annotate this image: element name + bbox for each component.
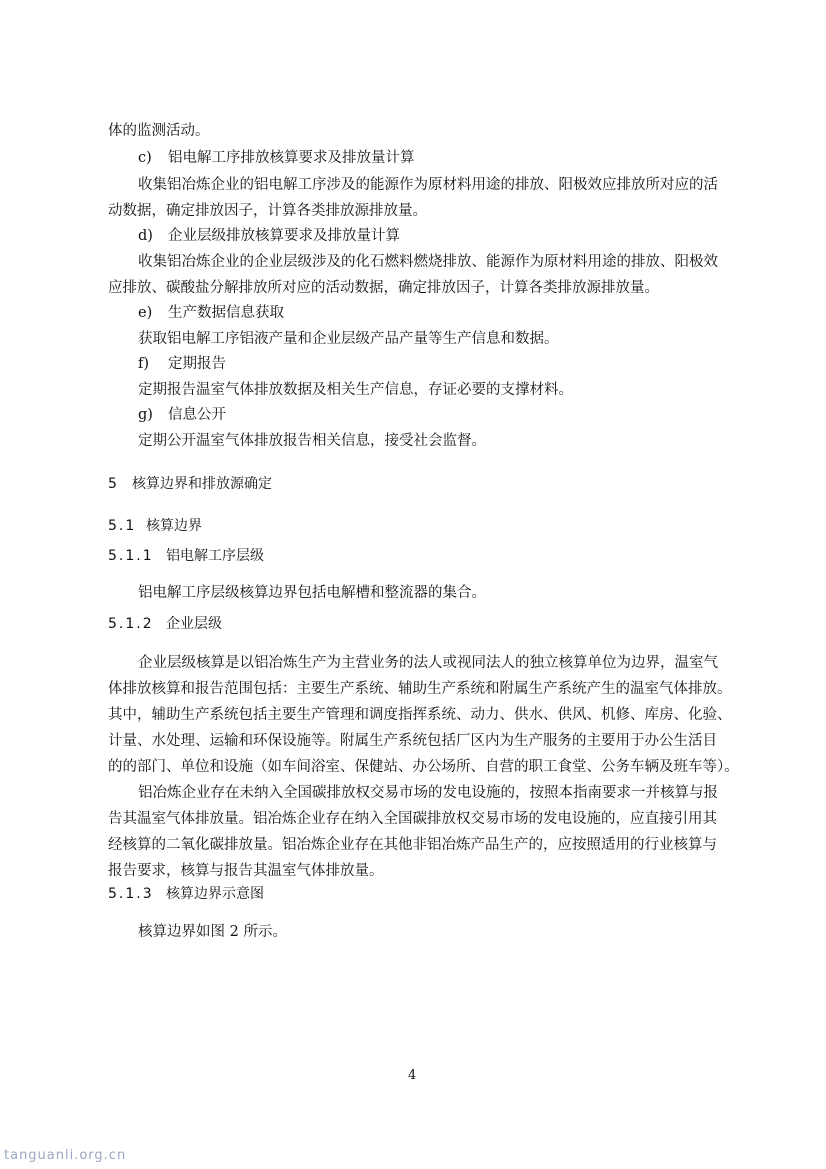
section-number: 5.1 xyxy=(108,518,137,534)
list-item-e xyxy=(138,303,284,323)
paragraph-line: 体排放核算和报告范围包括：主要生产系统、辅助生产系统和附属生产系统产生的温室气体排放。 xyxy=(108,681,732,697)
list-item-c xyxy=(138,148,415,168)
section-number: 5.1.3 xyxy=(108,886,154,902)
list-marker: c) xyxy=(138,150,152,166)
list-marker: e) xyxy=(138,305,153,321)
page-number: 4 xyxy=(408,1068,417,1083)
section-number: 5.1.1 xyxy=(108,548,154,564)
section-heading-5-1 xyxy=(108,516,202,536)
paragraph-line: 动数据，确定排放因子，计算各类排放源排放量。 xyxy=(108,203,427,219)
paragraph-line: 定期报告温室气体排放数据及相关生产信息，存证必要的支撑材料。 xyxy=(138,382,573,398)
list-marker: g) xyxy=(138,407,153,423)
paragraph-line: 计量、水处理、运输和环保设施等。附属生产系统包括厂区内为生产服务的主要用于办公生活目 xyxy=(108,733,717,749)
list-marker: f) xyxy=(138,356,150,372)
section-heading-5-1-1 xyxy=(108,546,264,566)
section-title: 核算边界示意图 xyxy=(166,886,264,902)
paragraph-line: 铝电解工序层级核算边界包括电解槽和整流器的集合。 xyxy=(138,585,486,601)
section-title: 核算边界和排放源确定 xyxy=(132,476,272,492)
section-heading-5 xyxy=(108,474,272,494)
list-item-text: 企业层级排放核算要求及排放量计算 xyxy=(168,228,400,244)
list-item-text: 铝电解工序排放核算要求及排放量计算 xyxy=(168,150,415,166)
paragraph-line: 核算边界如图 2 所示。 xyxy=(138,924,287,940)
paragraph-line: 的的部门、单位和设施（如车间浴室、保健站、办公场所、自营的职工食堂、公务车辆及班车等）。 xyxy=(108,759,739,775)
paragraph-line: 应排放、碳酸盐分解排放所对应的活动数据，确定排放因子，计算各类排放源排放量。 xyxy=(108,280,659,296)
list-item-d xyxy=(138,226,400,246)
paragraph-line: 报告要求，核算与报告其温室气体排放量。 xyxy=(108,863,384,879)
section-number: 5 xyxy=(108,476,119,492)
section-heading-5-1-3 xyxy=(108,884,264,904)
section-title: 企业层级 xyxy=(166,616,222,632)
list-item-text: 定期报告 xyxy=(168,356,226,372)
paragraph-line: 告其温室气体排放量。铝冶炼企业存在纳入全国碳排放权交易市场的发电设施的，应直接引用其 xyxy=(108,811,717,827)
section-heading-5-1-2 xyxy=(108,614,222,634)
paragraph-line: 经核算的二氧化碳排放量。铝冶炼企业存在其他非铝冶炼产品生产的，应按照适用的行业核算与 xyxy=(108,837,717,853)
list-item-text: 生产数据信息获取 xyxy=(168,305,284,321)
paragraph-line: 企业层级核算是以铝冶炼生产为主营业务的法人或视同法人的独立核算单位为边界，温室气 xyxy=(138,655,718,671)
paragraph-line: 其中，辅助生产系统包括主要生产管理和调度指挥系统、动力、供水、供风、机修、库房、化验、 xyxy=(108,707,732,723)
paragraph-line: 收集铝冶炼企业的铝电解工序涉及的能源作为原材料用途的排放、阳极效应排放所对应的活 xyxy=(138,177,718,193)
paragraph-line: 体的监测活动。 xyxy=(108,123,210,139)
paragraph-line: 收集铝冶炼企业的企业层级涉及的化石燃料燃烧排放、能源作为原材料用途的排放、阳极效 xyxy=(138,254,718,270)
list-item-text: 信息公开 xyxy=(168,407,226,423)
section-number: 5.1.2 xyxy=(108,616,154,632)
watermark: tanguanli.org.cn xyxy=(4,1148,127,1163)
list-item-f xyxy=(138,354,226,374)
section-title: 铝电解工序层级 xyxy=(166,548,264,564)
list-marker: d) xyxy=(138,228,153,244)
paragraph-line: 获取铝电解工序铝液产量和企业层级产品产量等生产信息和数据。 xyxy=(138,331,559,347)
paragraph-line: 定期公开温室气体排放报告相关信息，接受社会监督。 xyxy=(138,433,486,449)
list-item-g xyxy=(138,405,226,425)
paragraph-line: 铝冶炼企业存在未纳入全国碳排放权交易市场的发电设施的，按照本指南要求一并核算与报 xyxy=(138,785,718,801)
section-title: 核算边界 xyxy=(146,518,202,534)
